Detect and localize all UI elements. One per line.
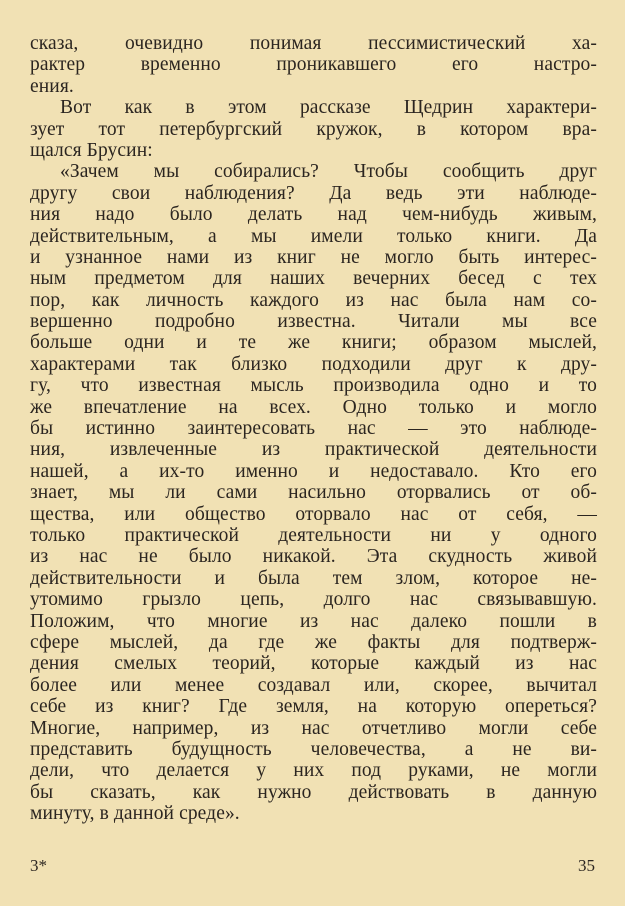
text-line: характерами так близко подходили друг к дру- xyxy=(30,353,597,375)
text-line: дения смелых теорий, которые каждый из нас xyxy=(30,653,597,675)
page-number: 35 xyxy=(578,856,595,875)
text-line: нашей, а их-то именно и недоставало. Кто его xyxy=(30,460,597,482)
text-line: пор, как личность каждого из нас была нам со- xyxy=(30,289,597,311)
text-line: только практической деятельности ни у одного xyxy=(30,524,597,546)
text-line: вершенно подробно известна. Читали мы все xyxy=(30,311,597,333)
page-body-text xyxy=(30,33,597,824)
text-line: другу свои наблюдения? Да ведь эти наблюде- xyxy=(30,182,597,204)
text-line: ения. xyxy=(30,75,74,97)
text-line: ния, извлеченные из практической деятельности xyxy=(30,439,597,461)
text-line: сказа, очевидно понимая пессимистический ха- xyxy=(30,33,597,54)
text-line: щества, или общество оторвало нас от себя, — xyxy=(30,503,597,525)
text-line: бы истинно заинтересовать нас — это наблюде- xyxy=(30,418,597,440)
text-line: Вот как в этом рассказе Щедрин характери- xyxy=(60,97,597,119)
text-line: ным предметом для наших вечерних бесед с тех xyxy=(30,268,597,290)
text-line: минуту, в данной среде». xyxy=(30,803,240,825)
text-line: щался Брусин: xyxy=(30,139,153,161)
text-line: дели, что делается у них под руками, не могли xyxy=(30,760,597,782)
signature-mark: 3* xyxy=(30,856,47,875)
text-line: действительности и была тем злом, которое не- xyxy=(30,567,597,589)
text-line: действительным, а мы имели только книги. Да xyxy=(30,225,597,247)
text-line: Многие, например, из нас отчетливо могли себе xyxy=(30,717,597,739)
text-line: же впечатление на всех. Одно только и могло xyxy=(30,396,597,418)
text-line: Положим, что многие из нас далеко пошли в xyxy=(30,610,597,632)
text-line: из нас не было никакой. Эта скудность живой xyxy=(30,546,597,568)
text-line: сфере мыслей, да где же факты для подтверж- xyxy=(30,631,597,653)
text-line: представить будущность человечества, а не ви- xyxy=(30,738,597,760)
text-line: ния надо было делать над чем-нибудь живым, xyxy=(30,204,597,226)
text-line: утомимо грызло цепь, долго нас связывавшую. xyxy=(30,589,597,611)
text-line: больше одни и те же книги; образом мыслей, xyxy=(30,332,597,354)
text-line: рактер временно проникавшего его настро- xyxy=(30,54,597,76)
text-line: гу, что известная мысль производила одно и то xyxy=(30,375,597,397)
text-line: и узнанное нами из книг не могло быть интерес- xyxy=(30,246,597,268)
text-line: более или менее создавал или, скорее, вычитал xyxy=(30,674,597,696)
text-line: себе из книг? Где земля, на которую опереться? xyxy=(30,696,597,718)
text-line: «Зачем мы собирались? Чтобы сообщить друг xyxy=(60,161,597,183)
text-line: знает, мы ли сами насильно оторвались от об- xyxy=(30,482,597,504)
text-line: зует тот петербургский кружок, в котором вра- xyxy=(30,118,597,140)
text-line: бы сказать, как нужно действовать в данную xyxy=(30,781,597,803)
